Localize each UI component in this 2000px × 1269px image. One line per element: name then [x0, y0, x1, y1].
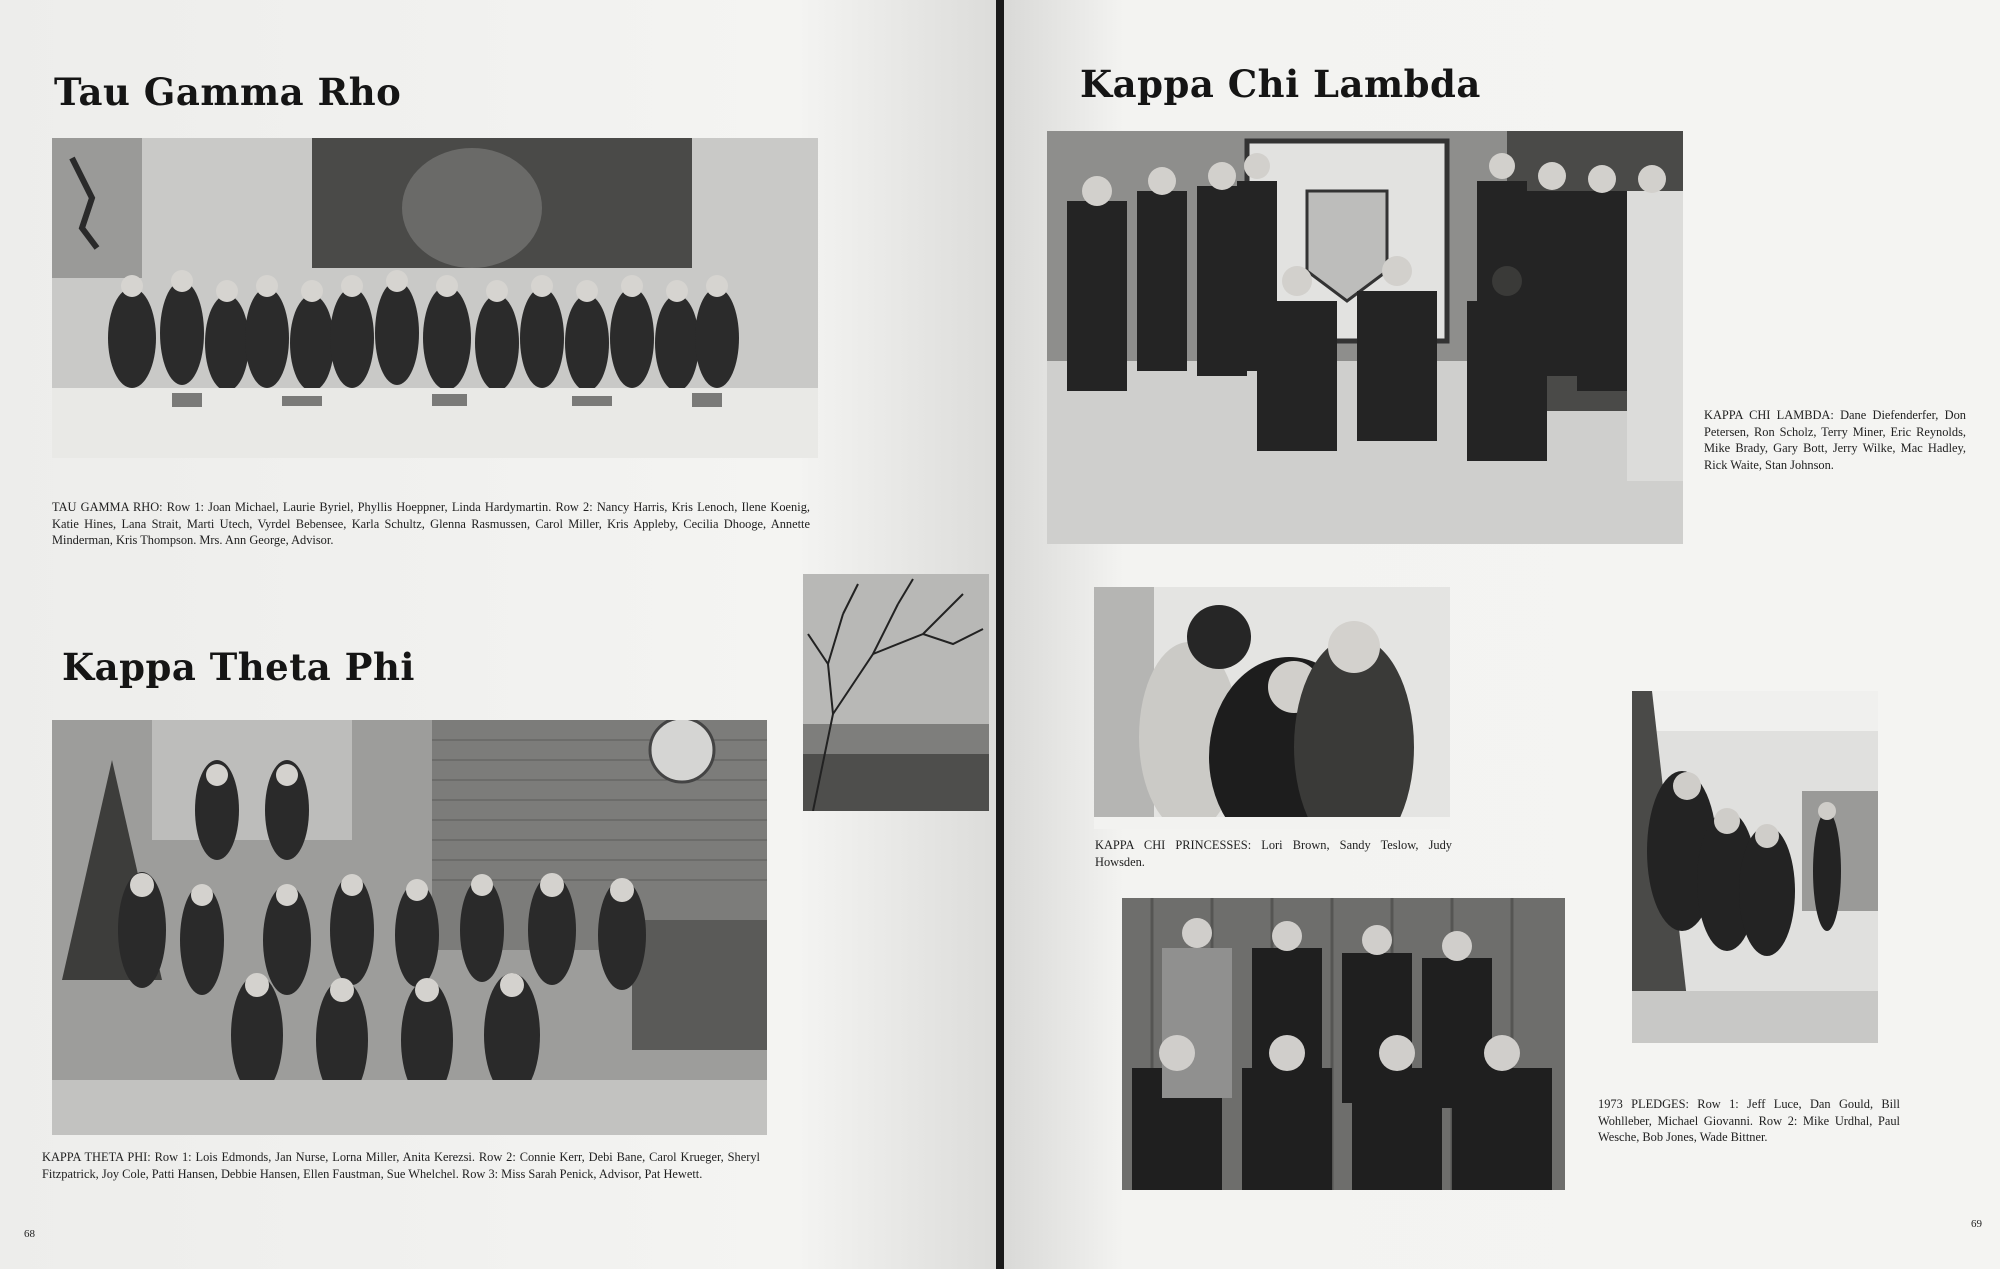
winter-tree-photo [803, 574, 989, 811]
page-number-right: 69 [1971, 1218, 1982, 1230]
tau-gamma-rho-group-photo [52, 138, 818, 458]
section-title-tau-gamma-rho: Tau Gamma Rho [54, 70, 402, 114]
yearbook-page-left [0, 0, 996, 1269]
yearbook-page-right [1004, 0, 2000, 1269]
1973-pledges-photo [1122, 898, 1565, 1190]
section-title-kappa-theta-phi: Kappa Theta Phi [62, 645, 415, 689]
kappa-chi-princesses-photo [1094, 587, 1450, 829]
kappa-chi-lambda-caption: KAPPA CHI LAMBDA: Dane Diefenderfer, Don Petersen, Ron Scholz, Terry Miner, Eric Reynolds, Mike Brady, Gary Bott, Jerry Wilke, Mac Hadley, Rick Waite, Stan Johnson. [1704, 408, 1966, 472]
candid-hallway-photo [1632, 691, 1878, 1043]
page-number-left: 68 [24, 1228, 35, 1240]
1973-pledges-caption: 1973 PLEDGES: Row 1: Jeff Luce, Dan Gould, Bill Wohlleber, Michael Giovanni. Row 2: Mike Urdhal, Paul Wesche, Bob Jones, Wade Bittner. [1598, 1097, 1900, 1144]
section-title-kappa-chi-lambda: Kappa Chi Lambda [1080, 62, 1481, 106]
kappa-chi-lambda-group-photo [1047, 131, 1683, 544]
kappa-theta-phi-caption: KAPPA THETA PHI: Row 1: Lois Edmonds, Jan Nurse, Lorna Miller, Anita Kerezsi. Row 2: Connie Kerr, Debi Bane, Carol Krueger, Sheryl Fitzpatrick, Joy Cole, Patti Hansen, Debbie Hansen, Ellen Faustman, Sue Whelchel. Row 3: Miss Sarah Penick, Advisor, Pat Hewett. [42, 1150, 760, 1181]
kappa-theta-phi-group-photo [52, 720, 767, 1135]
kappa-chi-princesses-caption: KAPPA CHI PRINCESSES: Lori Brown, Sandy Teslow, Judy Howsden. [1095, 838, 1452, 869]
tau-gamma-rho-caption: TAU GAMMA RHO: Row 1: Joan Michael, Laurie Byriel, Phyllis Hoeppner, Linda Hardymartin. Row 2: Nancy Harris, Kris Lenoch, Ilene Koenig, Katie Hines, Lana Strait, Marti Utech, Vyrdel Bebensee, Karla Schultz, Glenna Rasmussen, Carol Miller, Kris Appleby, Cecilia Dhooge, Annette Minderman, Kris Thompson. Mrs. Ann George, Advisor. [52, 500, 810, 547]
